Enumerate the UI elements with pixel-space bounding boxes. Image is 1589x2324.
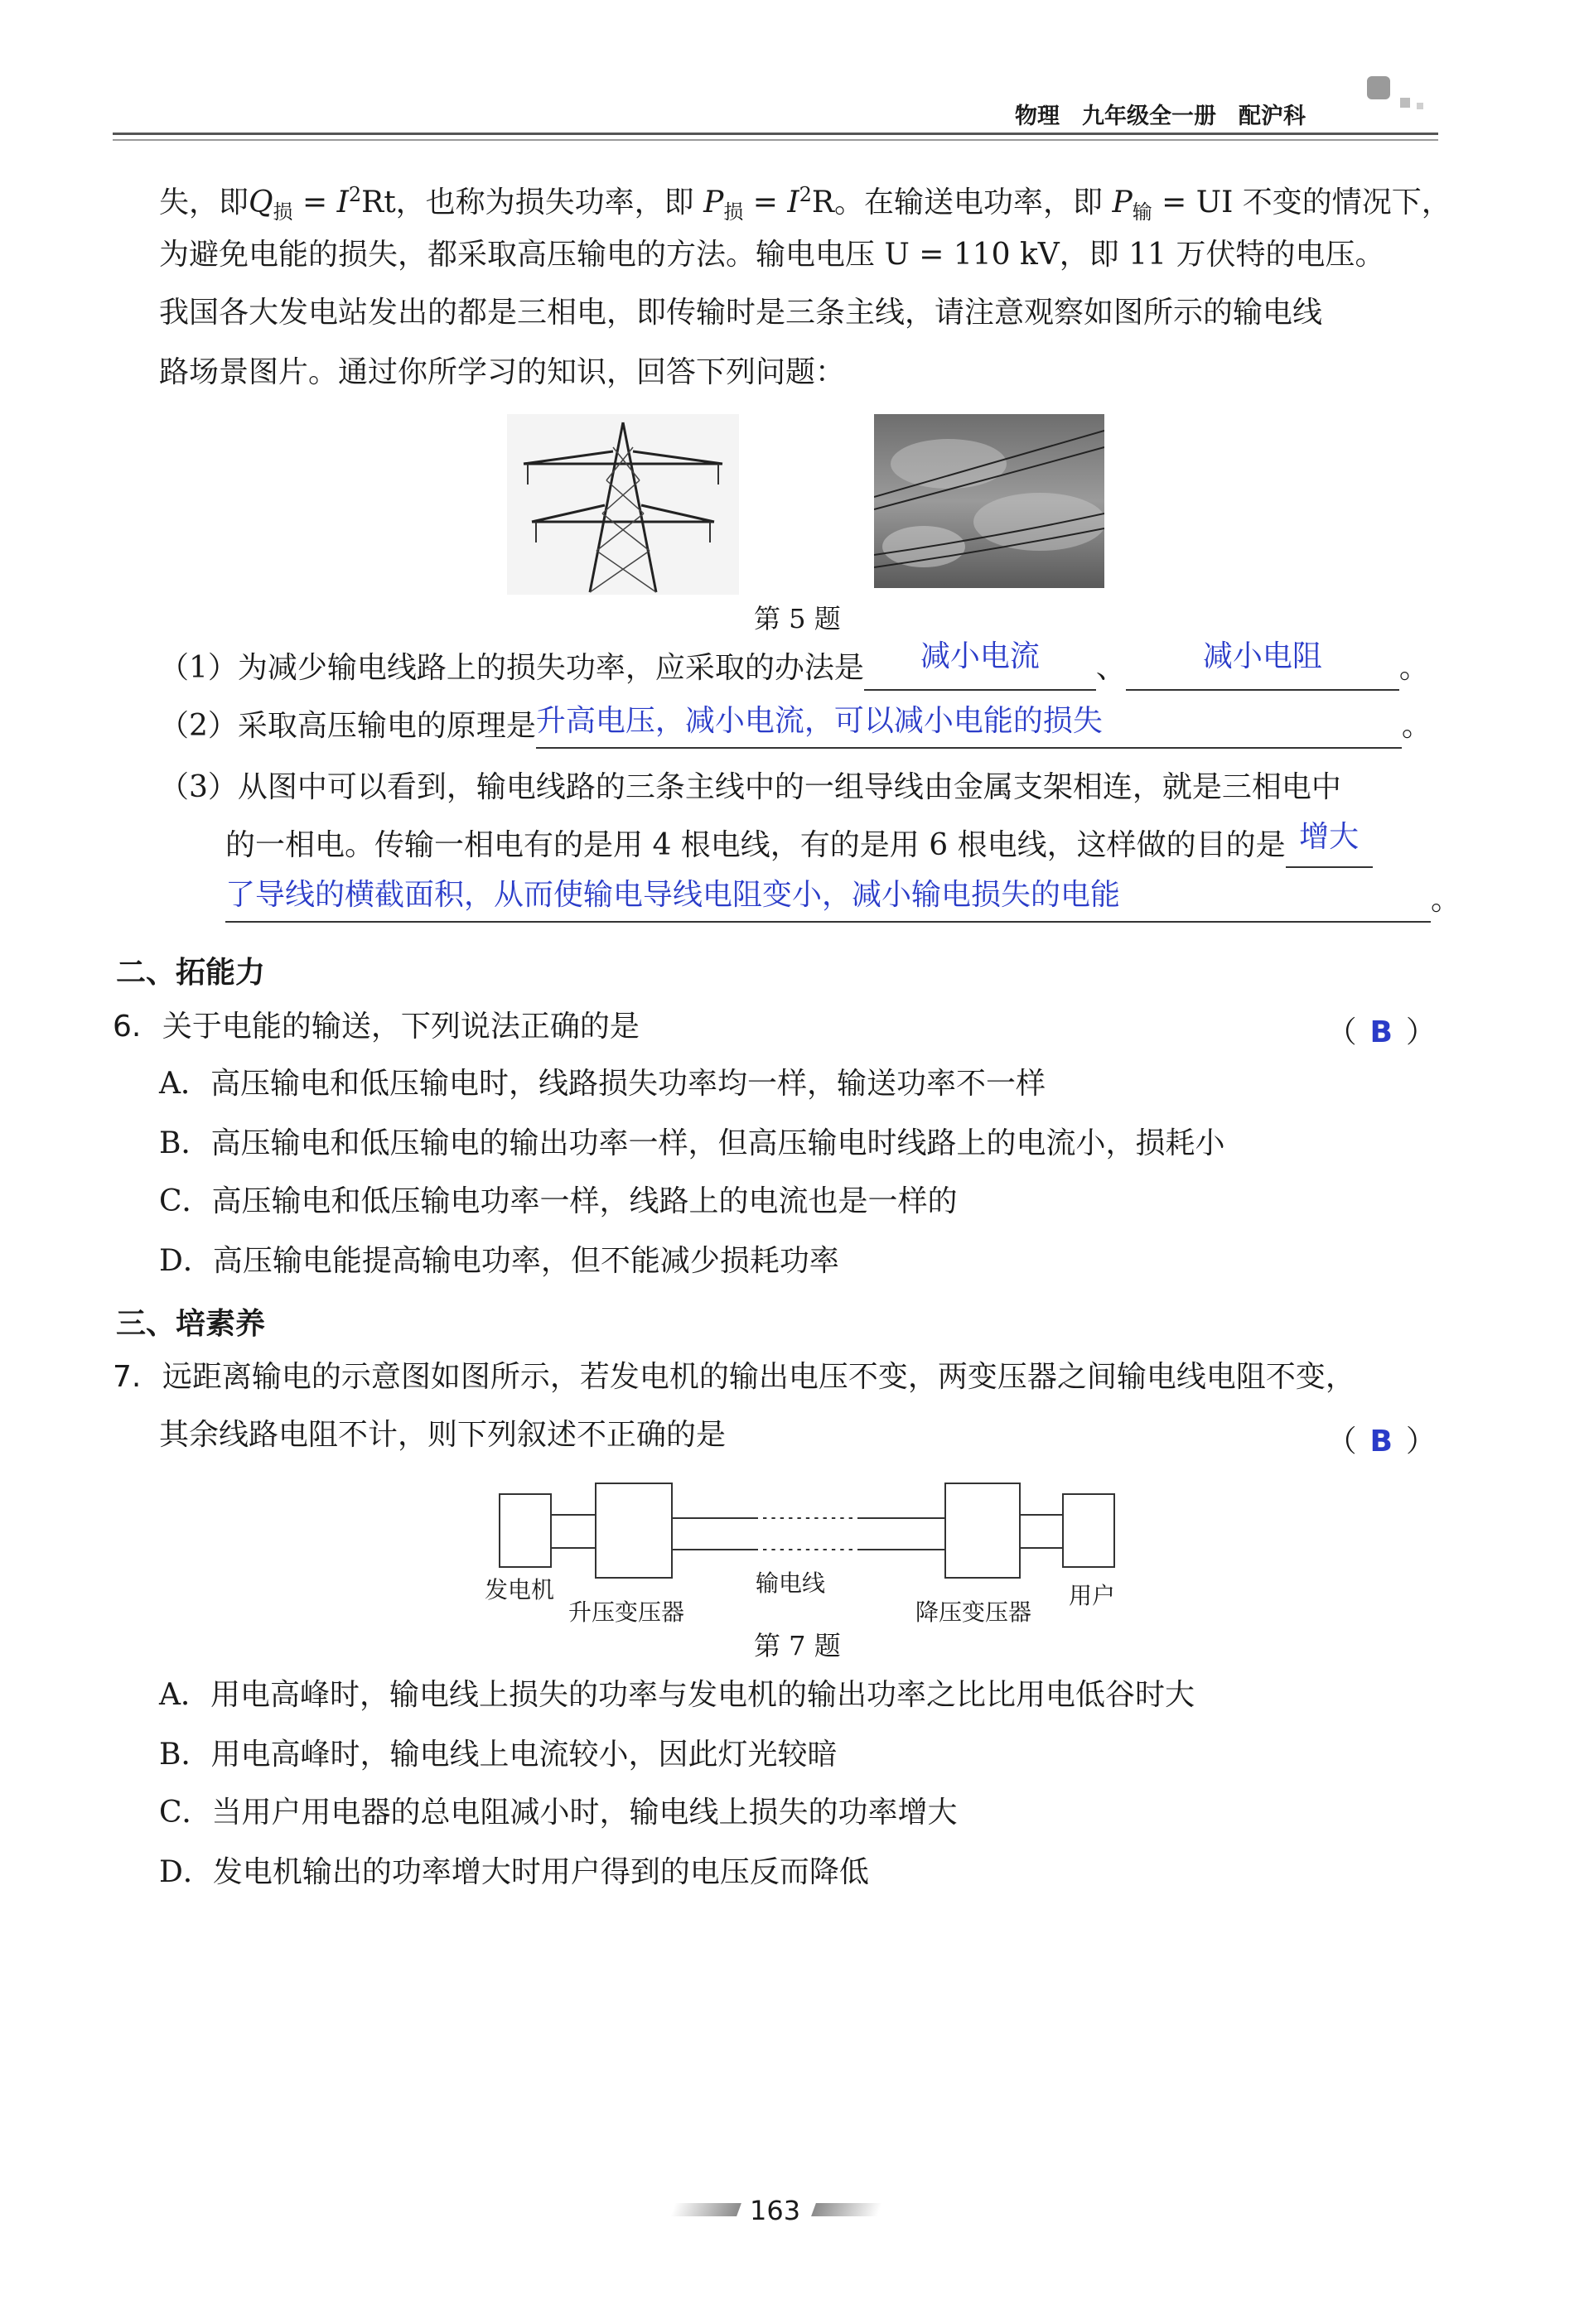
- transmission-tower-photo: [507, 414, 739, 595]
- header-title: 物理 九年级全一册 配沪科: [1015, 104, 1306, 129]
- q5-answer-blank-4: 增大: [1286, 825, 1373, 868]
- transmission-line-label: 输电线: [756, 1569, 826, 1597]
- section-3-heading: 三、培素养: [116, 1307, 266, 1341]
- q5-subquestion-3-line-2: 的一相电。传输一相电有的是用 4 根电线，有的是用 6 根电线，这样做的目的是 增大: [225, 825, 1373, 868]
- user-box: [1062, 1493, 1115, 1568]
- q5-subquestion-3-line-3: 了导线的横截面积，从而使输电导线电阻变小，减小输电损失的电能 。: [225, 880, 1461, 923]
- diagram-line-down-user-bottom: [1019, 1547, 1064, 1549]
- header-rule: [113, 133, 1438, 135]
- diagram-line-down-user-top: [1019, 1514, 1064, 1516]
- q7-option-d: D．发电机输出的功率增大时用户得到的电压反而降低: [159, 1855, 869, 1889]
- q6-answer-paren: （ B ）: [1326, 1015, 1436, 1049]
- q6-option-d: D．高压输电能提高输电功率，但不能减少损耗功率: [159, 1244, 839, 1278]
- q6-stem: 6. 关于电能的输送，下列说法正确的是: [113, 1010, 640, 1044]
- q6-option-a: A．高压输电和低压输电时，线路损失功率均一样，输送功率不一样: [159, 1067, 1046, 1101]
- page-number: 163: [750, 2195, 801, 2226]
- q6-option-b: B．高压输电和低压输电的输出功率一样，但高压输电时线路上的电流小，损耗小: [159, 1126, 1225, 1160]
- section-2-heading: 二、拓能力: [116, 956, 266, 990]
- q7-option-b: B．用电高峰时，输电线上电流较小，因此灯光较暗: [159, 1738, 838, 1772]
- step-up-transformer-label: 升压变压器: [568, 1598, 685, 1626]
- q5-answer-blank-1: 减小电流: [864, 648, 1096, 691]
- q7-answer-paren: （ B ）: [1326, 1425, 1436, 1459]
- q5-answer-blank-3: 升高电压，减小电流，可以减小电能的损失: [536, 706, 1402, 749]
- diagram-line-transmission-bottom-dash: [758, 1549, 857, 1550]
- header-decoration-small: [1400, 98, 1410, 108]
- intro-line-2: 为避免电能的损失，都采取高压输电的方法。输电电压 U = 110 kV，即 11 万伏特的电压。: [159, 238, 1385, 272]
- generator-label: 发电机: [485, 1576, 555, 1603]
- q5-subquestion-2: （2）采取高压输电的原理是升高电压，减小电流，可以减小电能的损失 。: [159, 706, 1432, 749]
- header-rule-thin: [113, 139, 1438, 141]
- step-down-transformer-box: [944, 1483, 1021, 1579]
- q6-answer: B: [1369, 1015, 1393, 1049]
- q7-option-a: A．用电高峰时，输电线上损失的功率与发电机的输出功率之比比用电低谷时大: [159, 1678, 1195, 1712]
- header-decoration-small-2: [1417, 103, 1423, 109]
- q6-option-c: C．高压输电和低压输电功率一样，线路上的电流也是一样的: [159, 1184, 958, 1218]
- q7-option-c: C．当用户用电器的总电阻减小时，输电线上损失的功率增大: [159, 1796, 958, 1830]
- q5-answer-blank-2: 减小电阻: [1126, 648, 1399, 691]
- footer-decoration-left: [670, 2203, 741, 2216]
- header-decoration: [1367, 76, 1390, 99]
- diagram-line-gen-up-top: [551, 1514, 596, 1516]
- q5-subquestion-3: （3）从图中可以看到，输电线路的三条主线中的一组导线由金属支架相连，就是三相电中: [159, 770, 1341, 804]
- q7-stem-line-2: 其余线路电阻不计，则下列叙述不正确的是: [159, 1418, 727, 1452]
- step-down-transformer-label: 降压变压器: [915, 1598, 1032, 1626]
- generator-box: [499, 1493, 552, 1568]
- q7-stem-line-1: 7. 远距离输电的示意图如图所示，若发电机的输出电压不变，两变压器之间输电线电阻不变，: [113, 1360, 1355, 1394]
- q5-subquestion-1: （1）为减少输电线路上的损失功率，应采取的办法是 减小电流 、 减小电阻 。: [159, 648, 1429, 691]
- user-label: 用户: [1069, 1582, 1116, 1609]
- figure-5-caption: 第 5 题: [754, 603, 841, 634]
- step-up-transformer-box: [595, 1483, 673, 1579]
- q7-answer: B: [1369, 1425, 1393, 1459]
- intro-line-3: 我国各大发电站发出的都是三相电，即传输时是三条主线，请注意观察如图所示的输电线: [159, 296, 1323, 330]
- diagram-line-transmission-top-dash: [758, 1517, 857, 1519]
- intro-line-4: 路场景图片。通过你所学习的知识，回答下列问题：: [159, 355, 846, 389]
- intro-line-1: 失，即$Q_损 = I^2Rt$，也称为损失功率，即 $P_损 = I^2R$。在输送电功率，即 $P_输$ = UI 不变的情况下，: [159, 183, 1451, 224]
- q5-answer-blank-5: 了导线的横截面积，从而使输电导线电阻变小，减小输电损失的电能: [225, 880, 1431, 923]
- figure-7-caption: 第 7 题: [754, 1630, 841, 1661]
- diagram-line-gen-up-bottom: [551, 1547, 596, 1549]
- footer-decoration-right: [811, 2203, 882, 2216]
- power-lines-sky-photo: [874, 414, 1104, 588]
